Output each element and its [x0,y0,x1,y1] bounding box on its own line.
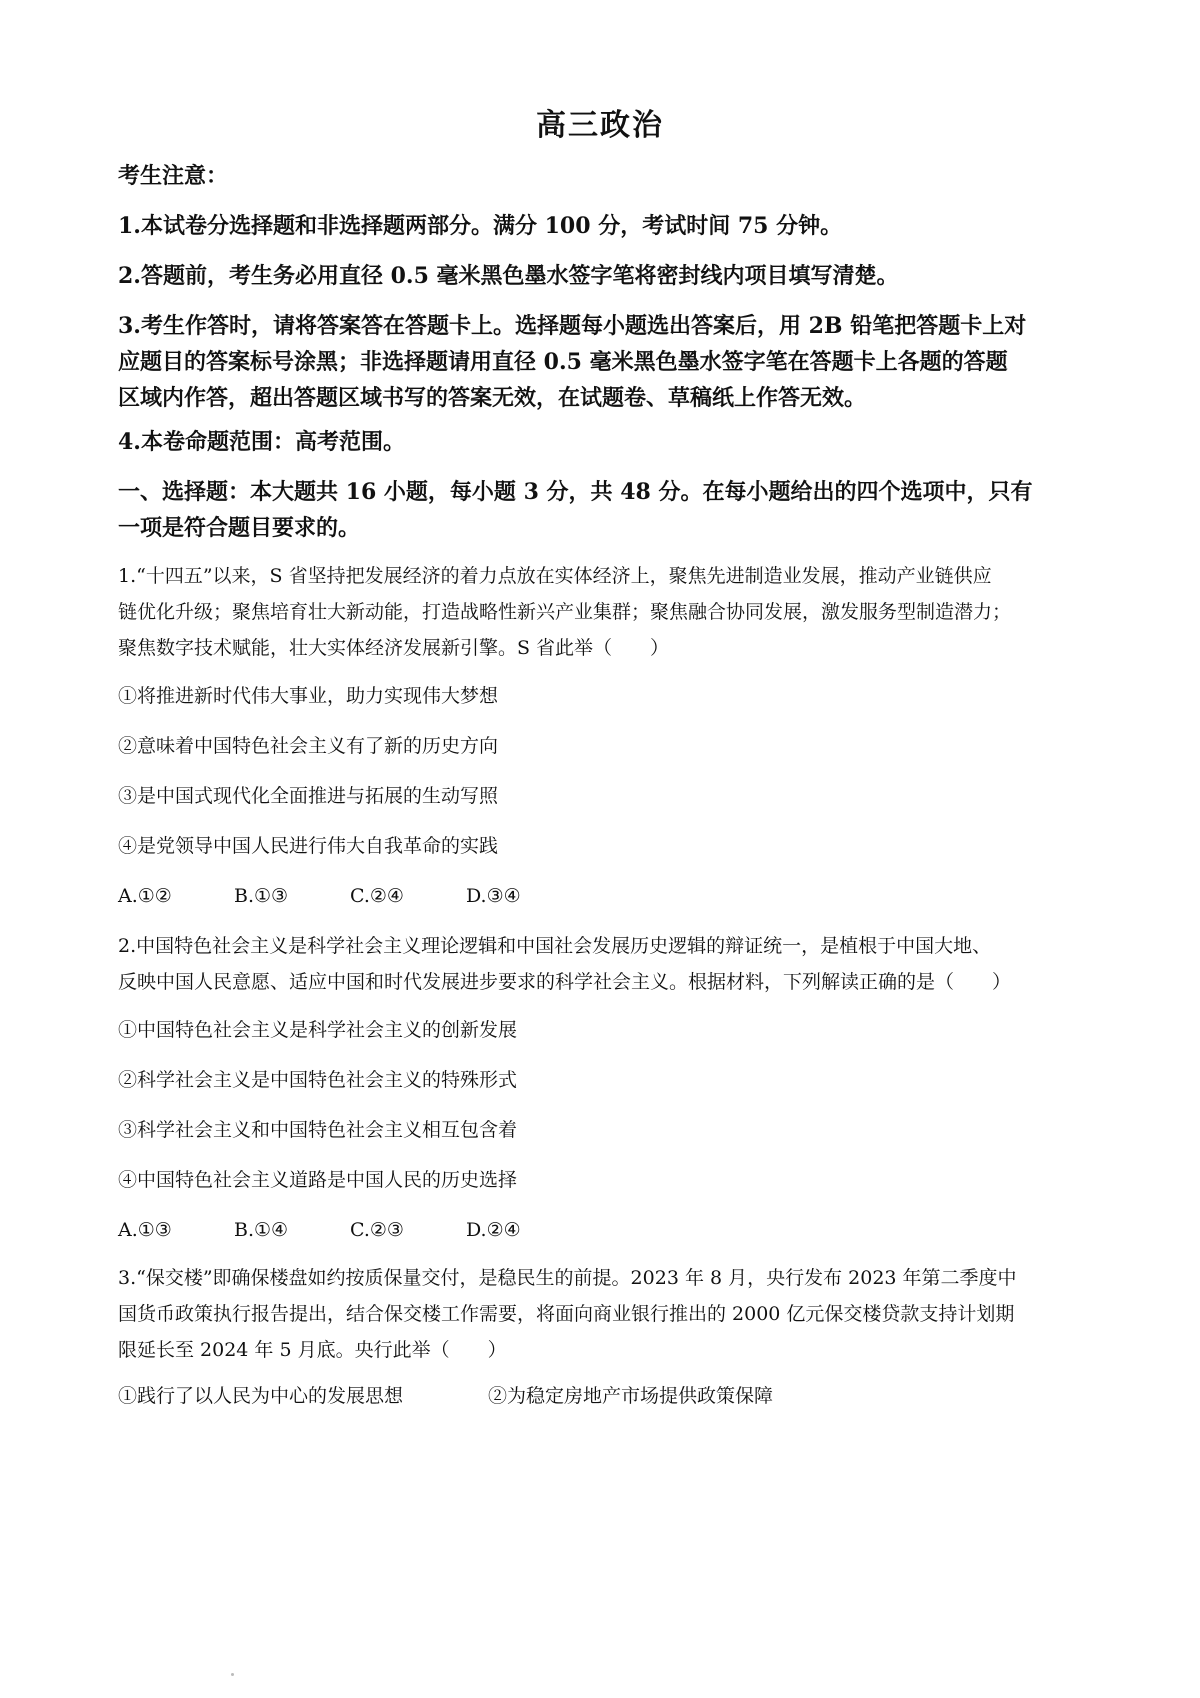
notice-item-3-line-3: 区域内作答，超出答题区域书写的答案无效，在试题卷、草稿纸上作答无效。 [118,385,867,411]
section-heading-line-1: 一、选择题：本大题共 16 小题，每小题 3 分，共 48 分。在每小题给出的四个选项中，只有 [118,479,1033,505]
notice-item-3-line-2: 应题目的答案标号涂黑；非选择题请用直径 0.5 毫米黑色墨水签字笔在答题卡上各题的答题 [118,349,1008,375]
option-d[interactable]: D.②④ [466,1219,521,1241]
statement: ④是党领导中国人民进行伟大自我革命的实践 [118,835,499,857]
notice-item-1-line: 1.本试卷分选择题和非选择题两部分。满分 100 分，考试时间 75 分钟。 [118,213,843,239]
page-title: 高三政治 [536,108,664,143]
statement: ②科学社会主义是中国特色社会主义的特殊形式 [118,1069,518,1091]
statement: ①践行了以人民为中心的发展思想 [118,1385,404,1407]
scan-speck [231,1673,234,1676]
option-c[interactable]: C.②③ [350,1219,404,1241]
question-3-statements [118,1381,773,1411]
option-a[interactable]: A.①③ [118,1219,172,1241]
option-d[interactable]: D.③④ [466,885,521,907]
notice-item-4-line: 4.本卷命题范围：高考范围。 [118,429,405,455]
stem-line: 国货币政策执行报告提出，结合保交楼工作需要，将面向商业银行推出的 2000 亿元保交楼贷款支持计划期 [118,1303,1015,1325]
statement: ③是中国式现代化全面推进与拓展的生动写照 [118,785,499,807]
section-heading-line-2: 一项是符合题目要求的。 [118,515,361,541]
notice-item-2 [118,258,1118,294]
notice-item-4 [118,424,1118,460]
option-c[interactable]: C.②④ [350,885,404,907]
stem-line: 链优化升级；聚焦培育壮大新动能，打造战略性新兴产业集群；聚焦融合协同发展，激发服务型制造潜力； [118,601,1012,623]
statement: ②意味着中国特色社会主义有了新的历史方向 [118,735,499,757]
stem-line: 聚焦数字技术赋能，壮大实体经济发展新引擎。S 省此举（ ） [118,637,670,659]
statement: ②为稳定房地产市场提供政策保障 [488,1385,774,1407]
statement: ③科学社会主义和中国特色社会主义相互包含着 [118,1119,518,1141]
stem-line: 3.“保交楼”即确保楼盘如约按质保量交付，是稳民生的前提。2023 年 8 月，央行发布 2023 年第二季度中 [118,1267,1017,1289]
section-heading [118,474,1118,546]
question-2-stem [118,928,1118,1000]
question-2-options [118,1215,521,1245]
option-b[interactable]: B.①④ [234,1219,289,1241]
statement: ①将推进新时代伟大事业，助力实现伟大梦想 [118,685,499,707]
notice-item-1 [118,208,1118,244]
statement: ④中国特色社会主义道路是中国人民的历史选择 [118,1169,518,1191]
stem-line: 1.“十四五”以来，S 省坚持把发展经济的着力点放在实体经济上，聚焦先进制造业发展，推动产业链供应 [118,565,992,587]
notice-item-2-line: 2.答题前，考生务必用直径 0.5 毫米黑色墨水签字笔将密封线内项目填写清楚。 [118,263,899,289]
option-b[interactable]: B.①③ [234,885,289,907]
notice-heading: 考生注意： [118,163,229,189]
question-3-stem [118,1260,1118,1368]
notice-item-3-line-1: 3.考生作答时，请将答案答在答题卡上。选择题每小题选出答案后，用 2B 铅笔把答题卡上对 [118,313,1027,339]
question-1-options [118,881,521,911]
option-a[interactable]: A.①② [118,885,172,907]
stem-line: 反映中国人民意愿、适应中国和时代发展进步要求的科学社会主义。根据材料，下列解读正确的是（ ） [118,971,1012,993]
stem-line: 2.中国特色社会主义是科学社会主义理论逻辑和中国社会发展历史逻辑的辩证统一，是植根于中国大地、 [118,935,992,957]
stem-line: 限延长至 2024 年 5 月底。央行此举（ ） [118,1339,507,1361]
notice-item-3 [118,308,1118,416]
statement: ①中国特色社会主义是科学社会主义的创新发展 [118,1019,518,1041]
question-1-stem [118,558,1118,666]
